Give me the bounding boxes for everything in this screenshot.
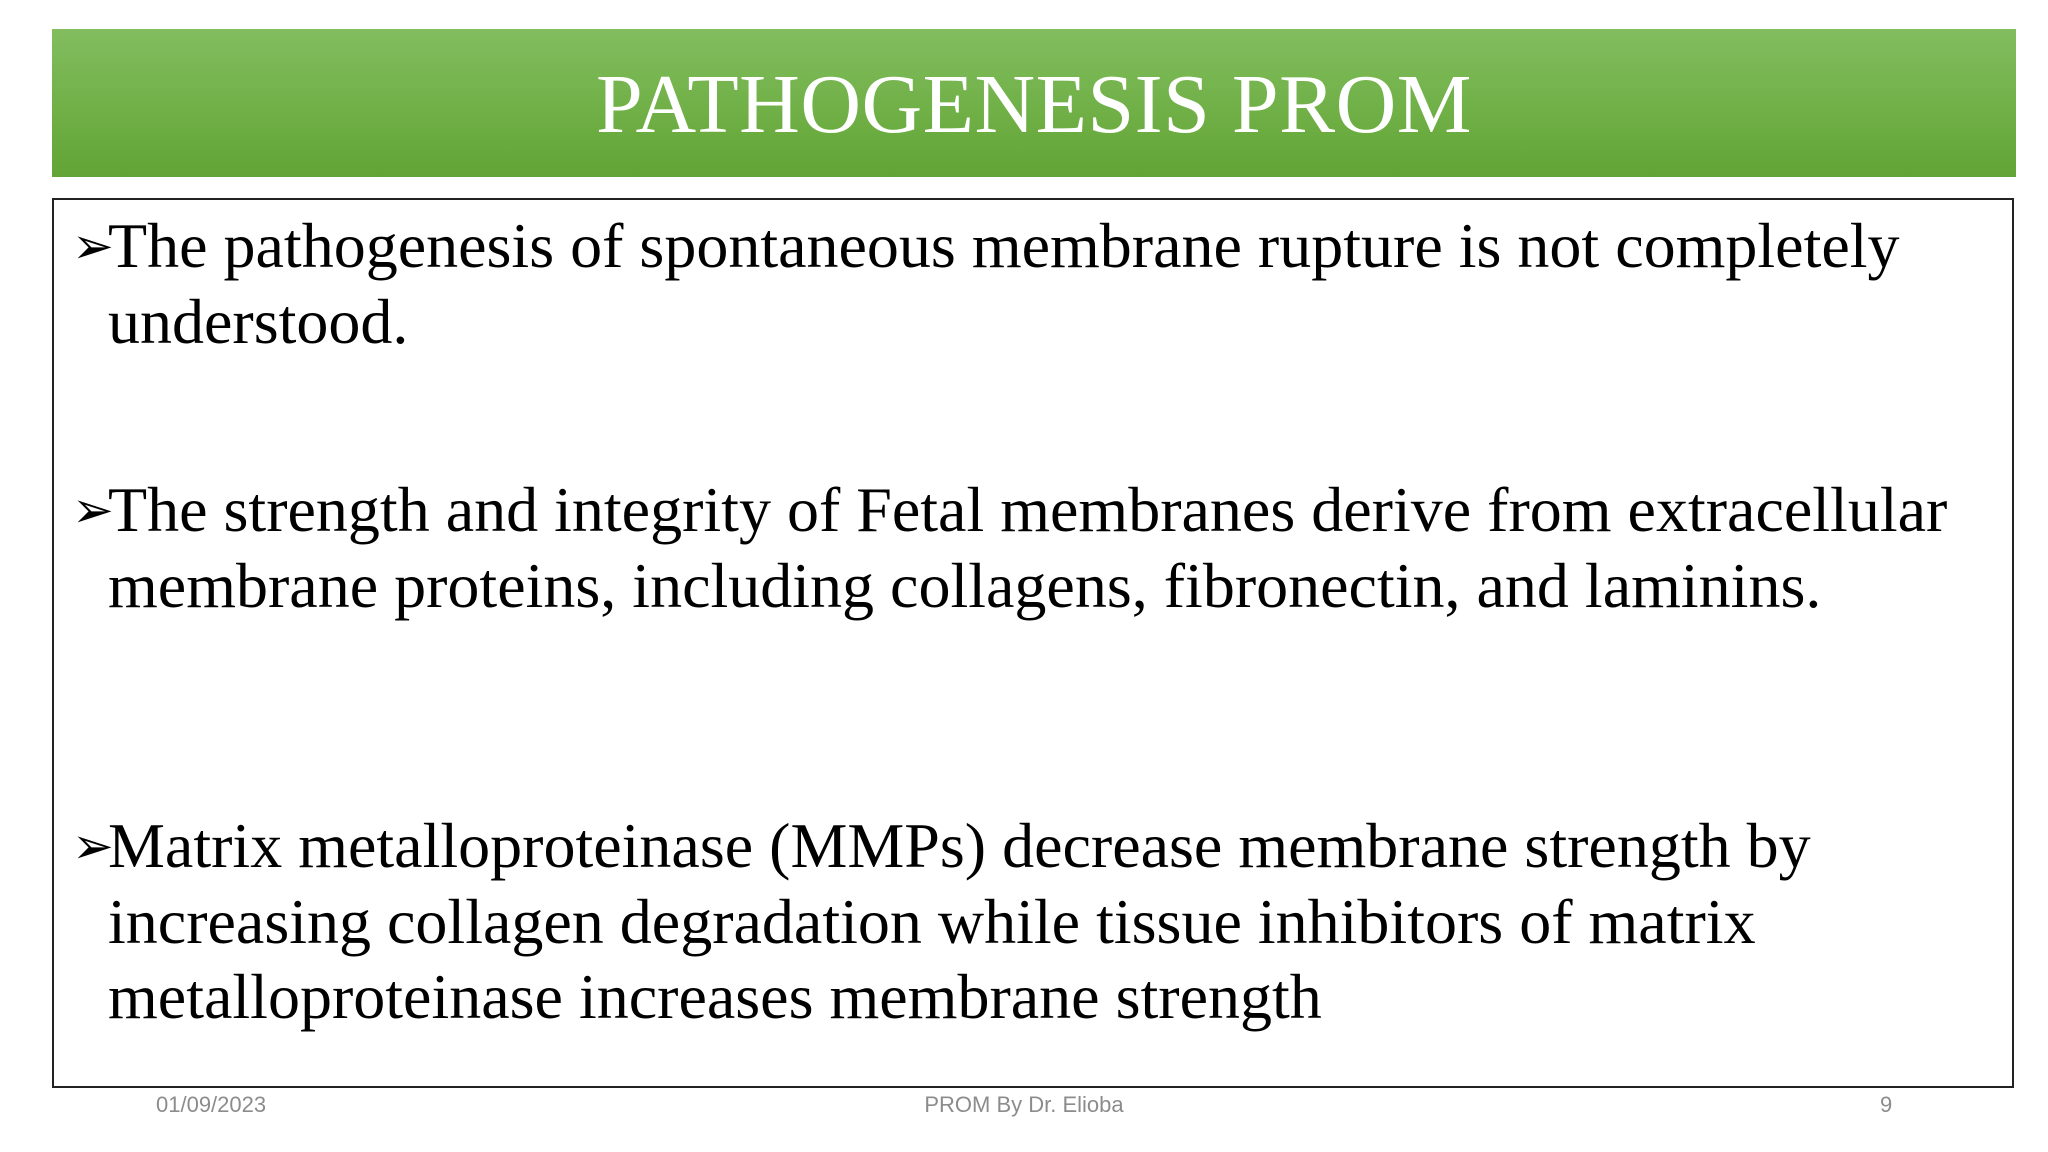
slide-title: PATHOGENESIS PROM — [596, 58, 1472, 151]
arrow-bullet-icon: ➢ — [72, 217, 114, 275]
bullet-text: Matrix metalloproteinase (MMPs) decrease membrane strength by increasing collagen degradation while tissue inhibitors of matrix metalloproteinase increases membrane strength — [108, 810, 1811, 1032]
bullet-item — [72, 472, 1972, 623]
footer-presenter: PROM By Dr. Elioba — [924, 1092, 1124, 1117]
bullet-item — [72, 808, 1972, 1034]
bullet-item — [72, 208, 1972, 359]
content-box — [52, 198, 2014, 1088]
footer-date: 01/09/2023 — [156, 1092, 267, 1117]
bullet-text: The strength and integrity of Fetal membranes derive from extracellular membrane proteins, including collagens, fibronectin, and laminins. — [108, 474, 1948, 621]
footer-page-number: 9 — [1880, 1092, 1893, 1117]
title-bar — [52, 29, 2016, 177]
arrow-bullet-icon: ➢ — [72, 817, 114, 875]
bullet-text: The pathogenesis of spontaneous membrane rupture is not completely understood. — [108, 210, 1900, 357]
arrow-bullet-icon: ➢ — [72, 481, 114, 539]
